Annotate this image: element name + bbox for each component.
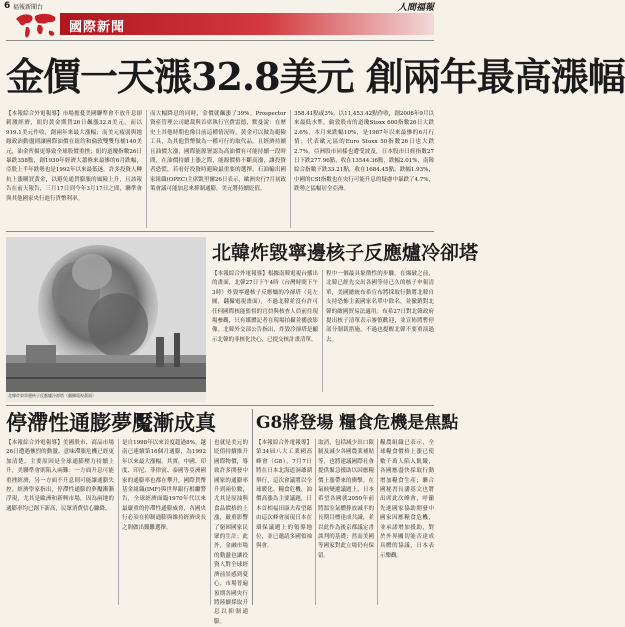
header-divider bbox=[6, 40, 434, 41]
column-divider bbox=[315, 439, 316, 605]
inflation-story-column-3: 也就是美元的貶值持續推升國際物價，導致許多開發中國家的通膨率升到兩位數，尤其是原油與食品價格的上漲，嚴重影響了窮困國家民眾的生計；此外，金融市場的動盪也讓投資人對全球經濟前景感到憂心，市場普遍預期各國央行將陸續採取升息以抑制通膨。 bbox=[214, 440, 248, 625]
column-divider bbox=[322, 270, 323, 392]
column-divider bbox=[118, 439, 119, 605]
inflation-story-column-2: 是自1998年以來首度超過8%。越南已連續第16個月通膨，為1992年以來最大漲幅。其實，中國、印度、印尼、菲律賓、泰國等亞洲國家的通膨率也都在攀升，國際貨幣基金組織(IMF)與世界銀行相繼警告，全球經濟面臨1970年代以來最嚴重的停滯性通膨威脅，各國央行必須在抑制通膨與維持經濟成長之間做出艱難選擇。 bbox=[122, 440, 206, 531]
column-divider bbox=[377, 439, 378, 605]
main-story-column-1: 【本報綜合外電報導】市場擔憂美國聯準會不放升息卻刺激經濟，紐約黃金期貨26日飆漲32.8美元，而以919.1美元作收，創兩年來最大漲幅；而美元疲弱與地緣政治動盪則讓國際油價在紐約和倫敦雙雙每桶140美元，油金齊揚更導致全球股價重挫；紐約道瓊指數26日暴跌358點，創1930年經濟大蕭條來最慘的6月跌幅，亞股上半年跌勢也是1992年以來最低迷。許多投資人轉抗上漲購買黃金，以避免通貨膨脹的風險上升，且該報告在前天報告，三月17日到今年3月17日之間，聯準會與其他國家央行進行貨幣利率。 bbox=[6, 111, 142, 202]
section-divider bbox=[6, 405, 434, 406]
section-title: 國際新聞 bbox=[69, 20, 126, 35]
korea-story-column-1: 【本報綜合外電報導】根據南韓電視台播出的畫面，北韓27日下午4時（台灣時間下午3時）炸毀寧邊核子反應爐的冷卻塔（見左圖，翻攝電視畫面），不過北韓並沒有許可任何國際核能監督的官員與核查人員前往現場參觀，只有媒體記者在現場拍攝並播放影像。北韓外交部公告指出，炸毀冷卻塔是顯示北韓的非核化決心，已提交核計畫清單。 bbox=[212, 271, 318, 343]
main-story-column-3: 358.41點或3%，以11,453.42點作收，創2006年9月以來最低水準，倫敦股市的道瓊Stoxx 600指數26日大跌2.6%，本月來跌幅10%，是1987年以來最慘的6月行情；代表歐元區的Euro Stoxx 50指數26日也大跌2.7%。亞洲股市同樣也遭受波及，日本股市日經指數27日下跌277.96點，收在13544.36點，跌幅2.01%，南韓綜合指數下跌33.21點，收在1684.45點，跌幅1.93%，中國的CSI指數也在央行可能升息的疑慮中暴跌了4.7%，跌勢之猛幅居全亞洲。 bbox=[294, 111, 434, 193]
page-section-label: 福報新聞台 bbox=[13, 4, 44, 11]
g8-headline: G8將登場 糧食危機是焦點 bbox=[256, 413, 459, 433]
section-banner bbox=[60, 13, 434, 35]
story-divider bbox=[252, 409, 253, 605]
g8-story-column-3: 糧農組織已表示，全球糧食價格上漲已使數千萬人陷入飢餓，各國應盡快採取行動增加糧食生產；聯合國秘書長潘基文也將出席此次峰會，呼籲先進國家協助開發中國家因應糧食危機，並承諾增加援助，對於外界關切能否達成具體的協議，日本表示樂觀。 bbox=[380, 440, 434, 559]
inflation-headline: 停滯性通膨夢魘漸成真 bbox=[6, 410, 216, 435]
korea-story-column-2: 程中一個最具象徵性的步驟。在爆破之前，北韓已經先交出各國等待已久的核子申報清單，美國總統布希宣布將採取行動將北韓自支持恐怖主義國家名單中除名，並撤銷對北韓的敵國貿易法適用。布希27日對北韓政府提出核子清單表示審慎歡迎，並宣佈將暫停部分制裁措施，不過也提醒北韓不要重演過去。 bbox=[326, 271, 434, 343]
column-divider bbox=[210, 439, 211, 605]
news-photo bbox=[6, 237, 206, 392]
main-story-column-2: 而大幅降息的同時，金價就飆漲了39%。Prospector資產管理公司總裁與首席執行官費雷德，默曼說：在歷史上其他時期也像目前這種情況時，黃金可以做為避險工具，為其他貨幣做為一種可行的取代品，且經濟持續且油價大漲，國際能源署認為高油價有可能持續一段時間，在油價持續上漲之際，能源價格不斷高漲，讓投資者恐慌，若看好投資時避險最重要的選擇。石油輸出國家組織(OPEC)主席凱里爾26日表示，歐洲央行7月初政策會議可能加息來抑制通膨，美元將持續貶值。 bbox=[150, 111, 286, 193]
g8-story-column-1: 【本報綜合外電報導】第34屆八大工業國高峰會（G8），7月7日將在日本北海道洞爺湖舉行。這次會議將以全球暖化、糧食危機、油價高漲為主要議題，日本首相福田康夫希望藉由這次峰會展現日本在環保議題上的領導地位，並已邀請多國領袖與會。 bbox=[256, 440, 312, 550]
column-divider bbox=[290, 110, 291, 228]
g8-story-column-2: 取消，包括減少出口限制及減少各國農業補貼等，也將建議國際社會提供緊急援助以因應糧價上漲帶來的衝擊。在氣候變遷議題上，日本希望各國就2050年前將溫室氣體排放減半的長期目標達成共識，並以此作為後京都議定書談判的基礎；然而美國等國家對此立場仍有保留。 bbox=[318, 440, 374, 559]
main-headline: 金價一天漲32.8美元 創兩年最高漲幅 bbox=[6, 54, 625, 99]
newspaper-masthead: 人間福報 bbox=[397, 3, 434, 13]
photo-caption: 北韓炸毀寧邊核子反應爐冷卻塔（翻攝電視畫面） bbox=[8, 393, 96, 398]
korea-headline: 北韓炸毀寧邊核子反應爐冷卻塔 bbox=[212, 242, 479, 264]
world-map-icon bbox=[14, 11, 58, 42]
cooling-tower-explosion-image bbox=[6, 237, 206, 392]
column-divider bbox=[146, 110, 147, 228]
page-number: 6 bbox=[4, 1, 11, 11]
section-divider bbox=[6, 231, 434, 232]
inflation-story-column-1: 【本報綜合外電報導】美國股市、商品市場26日遭遇慘烈的動盪，意味滯脹危機已經更加清楚，主要原因是全球通膨壓力持續上升，美聯準會則陷入兩難：一方面升息可能重挫經濟，另一方面不升息則可能讓通膨失控。經濟學家指出，停滯性通膨的夢魘漸漸浮現，尤其是歐洲和新興市場，因為兩地的通膨率均已創下新高，民眾消費信心驟降。 bbox=[6, 440, 114, 512]
